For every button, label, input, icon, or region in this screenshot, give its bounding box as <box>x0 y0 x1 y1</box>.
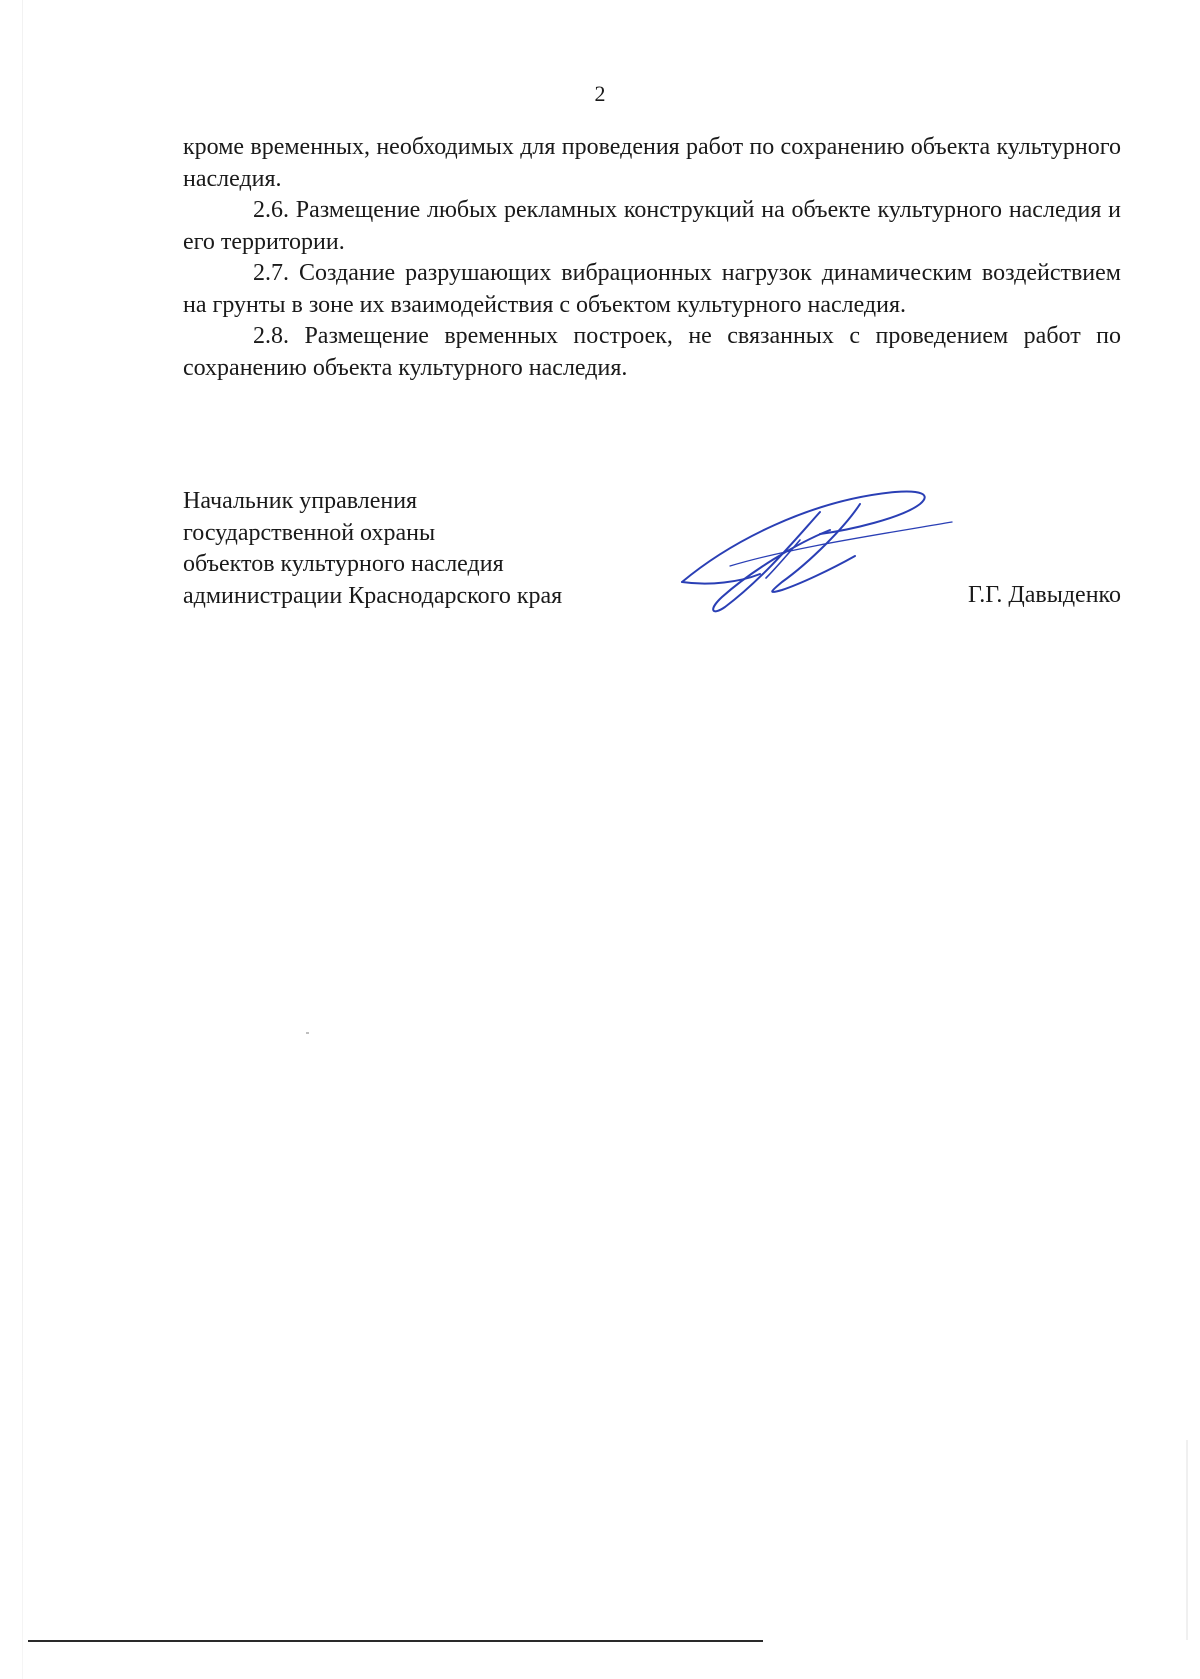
signatory-title-line: Начальник управления <box>183 488 418 514</box>
scan-left-edge <box>22 0 23 1679</box>
paragraph-2-7: 2.7. Создание разрушающих вибрационных нагрузок динамическим воздействием на грунты в зоне их взаимодействия с объектом культурного наследия. <box>183 260 1121 318</box>
signatory-title <box>183 486 743 612</box>
signatory-title-line: объектов культурного наследия <box>183 551 504 577</box>
signatory-name: Г.Г. Давыденко <box>968 582 1121 608</box>
signatory-title-line: государственной охраны <box>183 519 436 546</box>
paragraph-2-8: 2.8. Размещение временных построек, не связанных с проведением работ по сохранению объекта культурного наследия. <box>183 323 1121 381</box>
scan-right-edge <box>1186 1440 1188 1640</box>
paragraph-continuation: кроме временных, необходимых для проведения работ по сохранению объекта культурного наследия. <box>183 134 1121 192</box>
paragraph-2-6: 2.6. Размещение любых рекламных конструкций на объекте культурного наследия и его территории. <box>183 197 1121 255</box>
scan-speck <box>306 1032 309 1034</box>
bottom-rule <box>28 1640 763 1642</box>
signatory-title-line: администрации Краснодарского края <box>183 582 563 609</box>
body-text <box>183 132 1121 384</box>
handwritten-signature <box>670 482 960 632</box>
signature-strokes <box>682 492 952 612</box>
page-number: 2 <box>594 81 606 106</box>
